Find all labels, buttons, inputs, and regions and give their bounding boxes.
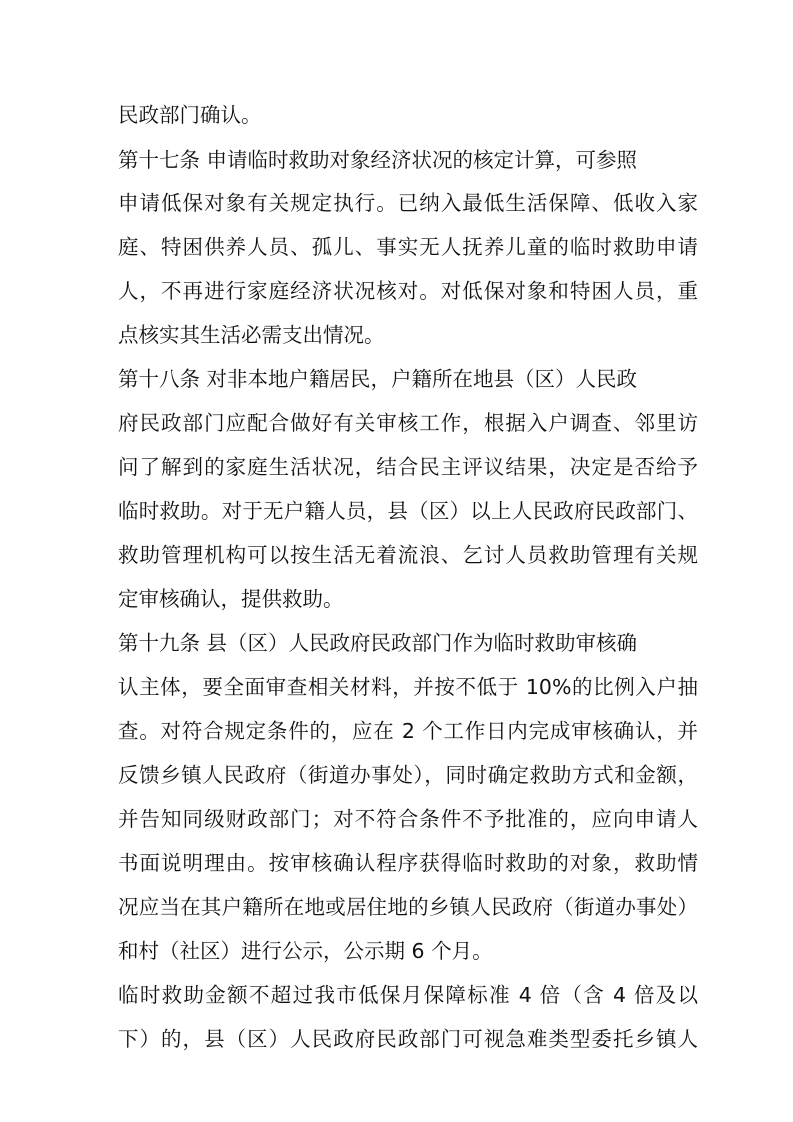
text-line-4: 庭、特困供养人员、孤儿、事实无人抚养儿童的临时救助申请 [118,235,698,259]
text-line-10: 临时救助。对于无户籍人员，县（区）以上人民政府民政部门、 [118,499,698,523]
text-line-9: 问了解到的家庭生活状况，结合民主评议结果，决定是否给予 [118,455,698,479]
article-18-heading: 第十八条 对非本地户籍居民，户籍所在地县（区）人民政 [118,367,638,391]
article-17-heading: 第十七条 申请临时救助对象经济状况的核定计算，可参照 [118,148,638,172]
text-line-22: 下）的，县（区）人民政府民政部门可视急难类型委托乡镇人 [118,1027,698,1051]
text-line-19: 况应当在其户籍所在地或居住地的乡镇人民政府（街道办事处） [118,895,698,919]
text-line-12: 定审核确认，提供救助。 [118,587,344,611]
text-line-18: 书面说明理由。按审核确认程序获得临时救助的对象，救助情 [118,851,698,875]
text-line-17: 并告知同级财政部门；对不符合条件不予批准的，应向申请人 [118,807,698,831]
text-line-6: 点核实其生活必需支出情况。 [118,323,385,347]
text-line-8: 府民政部门应配合做好有关审核工作，根据入户调查、邻里访 [118,411,698,435]
text-line-15: 查。对符合规定条件的，应在 2 个工作日内完成审核确认，并 [118,719,698,743]
text-line-16: 反馈乡镇人民政府（街道办事处），同时确定救助方式和金额， [118,763,698,787]
text-line-1: 民政部门确认。 [118,103,262,127]
text-line-5: 人，不再进行家庭经济状况核对。对低保对象和特困人员，重 [118,279,698,303]
text-line-3: 申请低保对象有关规定执行。已纳入最低生活保障、低收入家 [118,191,698,215]
text-line-20: 和村（社区）进行公示，公示期 6 个月。 [118,939,493,963]
text-line-21: 临时救助金额不超过我市低保月保障标准 4 倍（含 4 倍及以 [118,983,698,1007]
text-line-14: 认主体，要全面审查相关材料，并按不低于 10%的比例入户抽 [118,675,698,699]
text-line-11: 救助管理机构可以按生活无着流浪、乞讨人员救助管理有关规 [118,543,698,567]
article-19-heading: 第十九条 县（区）人民政府民政部门作为临时救助审核确 [118,631,638,655]
